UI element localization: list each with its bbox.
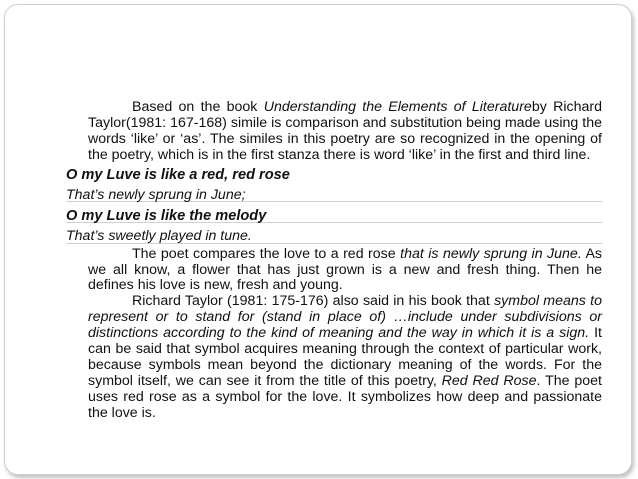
slide-body [66,100,602,422]
paragraph-simile-rest: by Richard Taylor(1981: 167-168) simile is comparison and substitution being made using the words ‘like’ or ‘as’. The similes in this poetry are so recognized in the opening of the poetry, which is in the first stanza there is word ‘like’ in the first and third line. [88,99,602,163]
poem-line-2: That’s newly sprung in June; [66,187,246,204]
poem-title: Red Red Rose [441,372,537,389]
paragraph-simile [66,100,602,164]
paragraph-comparison-rest: As we all know, a flower that has just grown is a new and fresh thing. Then he defines his love is new, fresh and young. [88,245,603,294]
paragraph-comparison [66,247,602,295]
quoted-phrase: that is newly sprung in June. [400,245,582,262]
paragraph-symbol-rest: . The poet uses red rose as a symbol for the love. It symbolizes how deep and passionate the love is. [88,372,602,421]
paragraph-symbol [66,294,602,421]
poem-line-4: That’s sweetly played in tune. [66,228,252,245]
poem-line-3: O my Luve is like the melody [66,207,267,224]
paragraph-comparison-lead: The poet compares the love to a red rose [132,245,401,262]
book-title: Understanding the Elements of Literature [263,99,532,115]
paragraph-symbol-middle: It can be said that symbol acquires meaning through the context of particular work, because symbols mean beyond the dictionary meaning of the words. For the symbol itself, we can see it from the title of this poetry, [88,325,602,389]
symbol-definition-quote: symbol means to represent or to stand for (stand in place of) …include under subdivisions or distinctions according to the kind of meaning and the way in which it is a sign. [88,293,602,342]
poem-line-1: O my Luve is like a red, red rose [66,166,290,183]
paragraph-simile-lead: Based on the book [132,99,264,115]
paragraph-symbol-lead: Richard Taylor (1981: 175-176) also said in his book that [132,293,495,310]
